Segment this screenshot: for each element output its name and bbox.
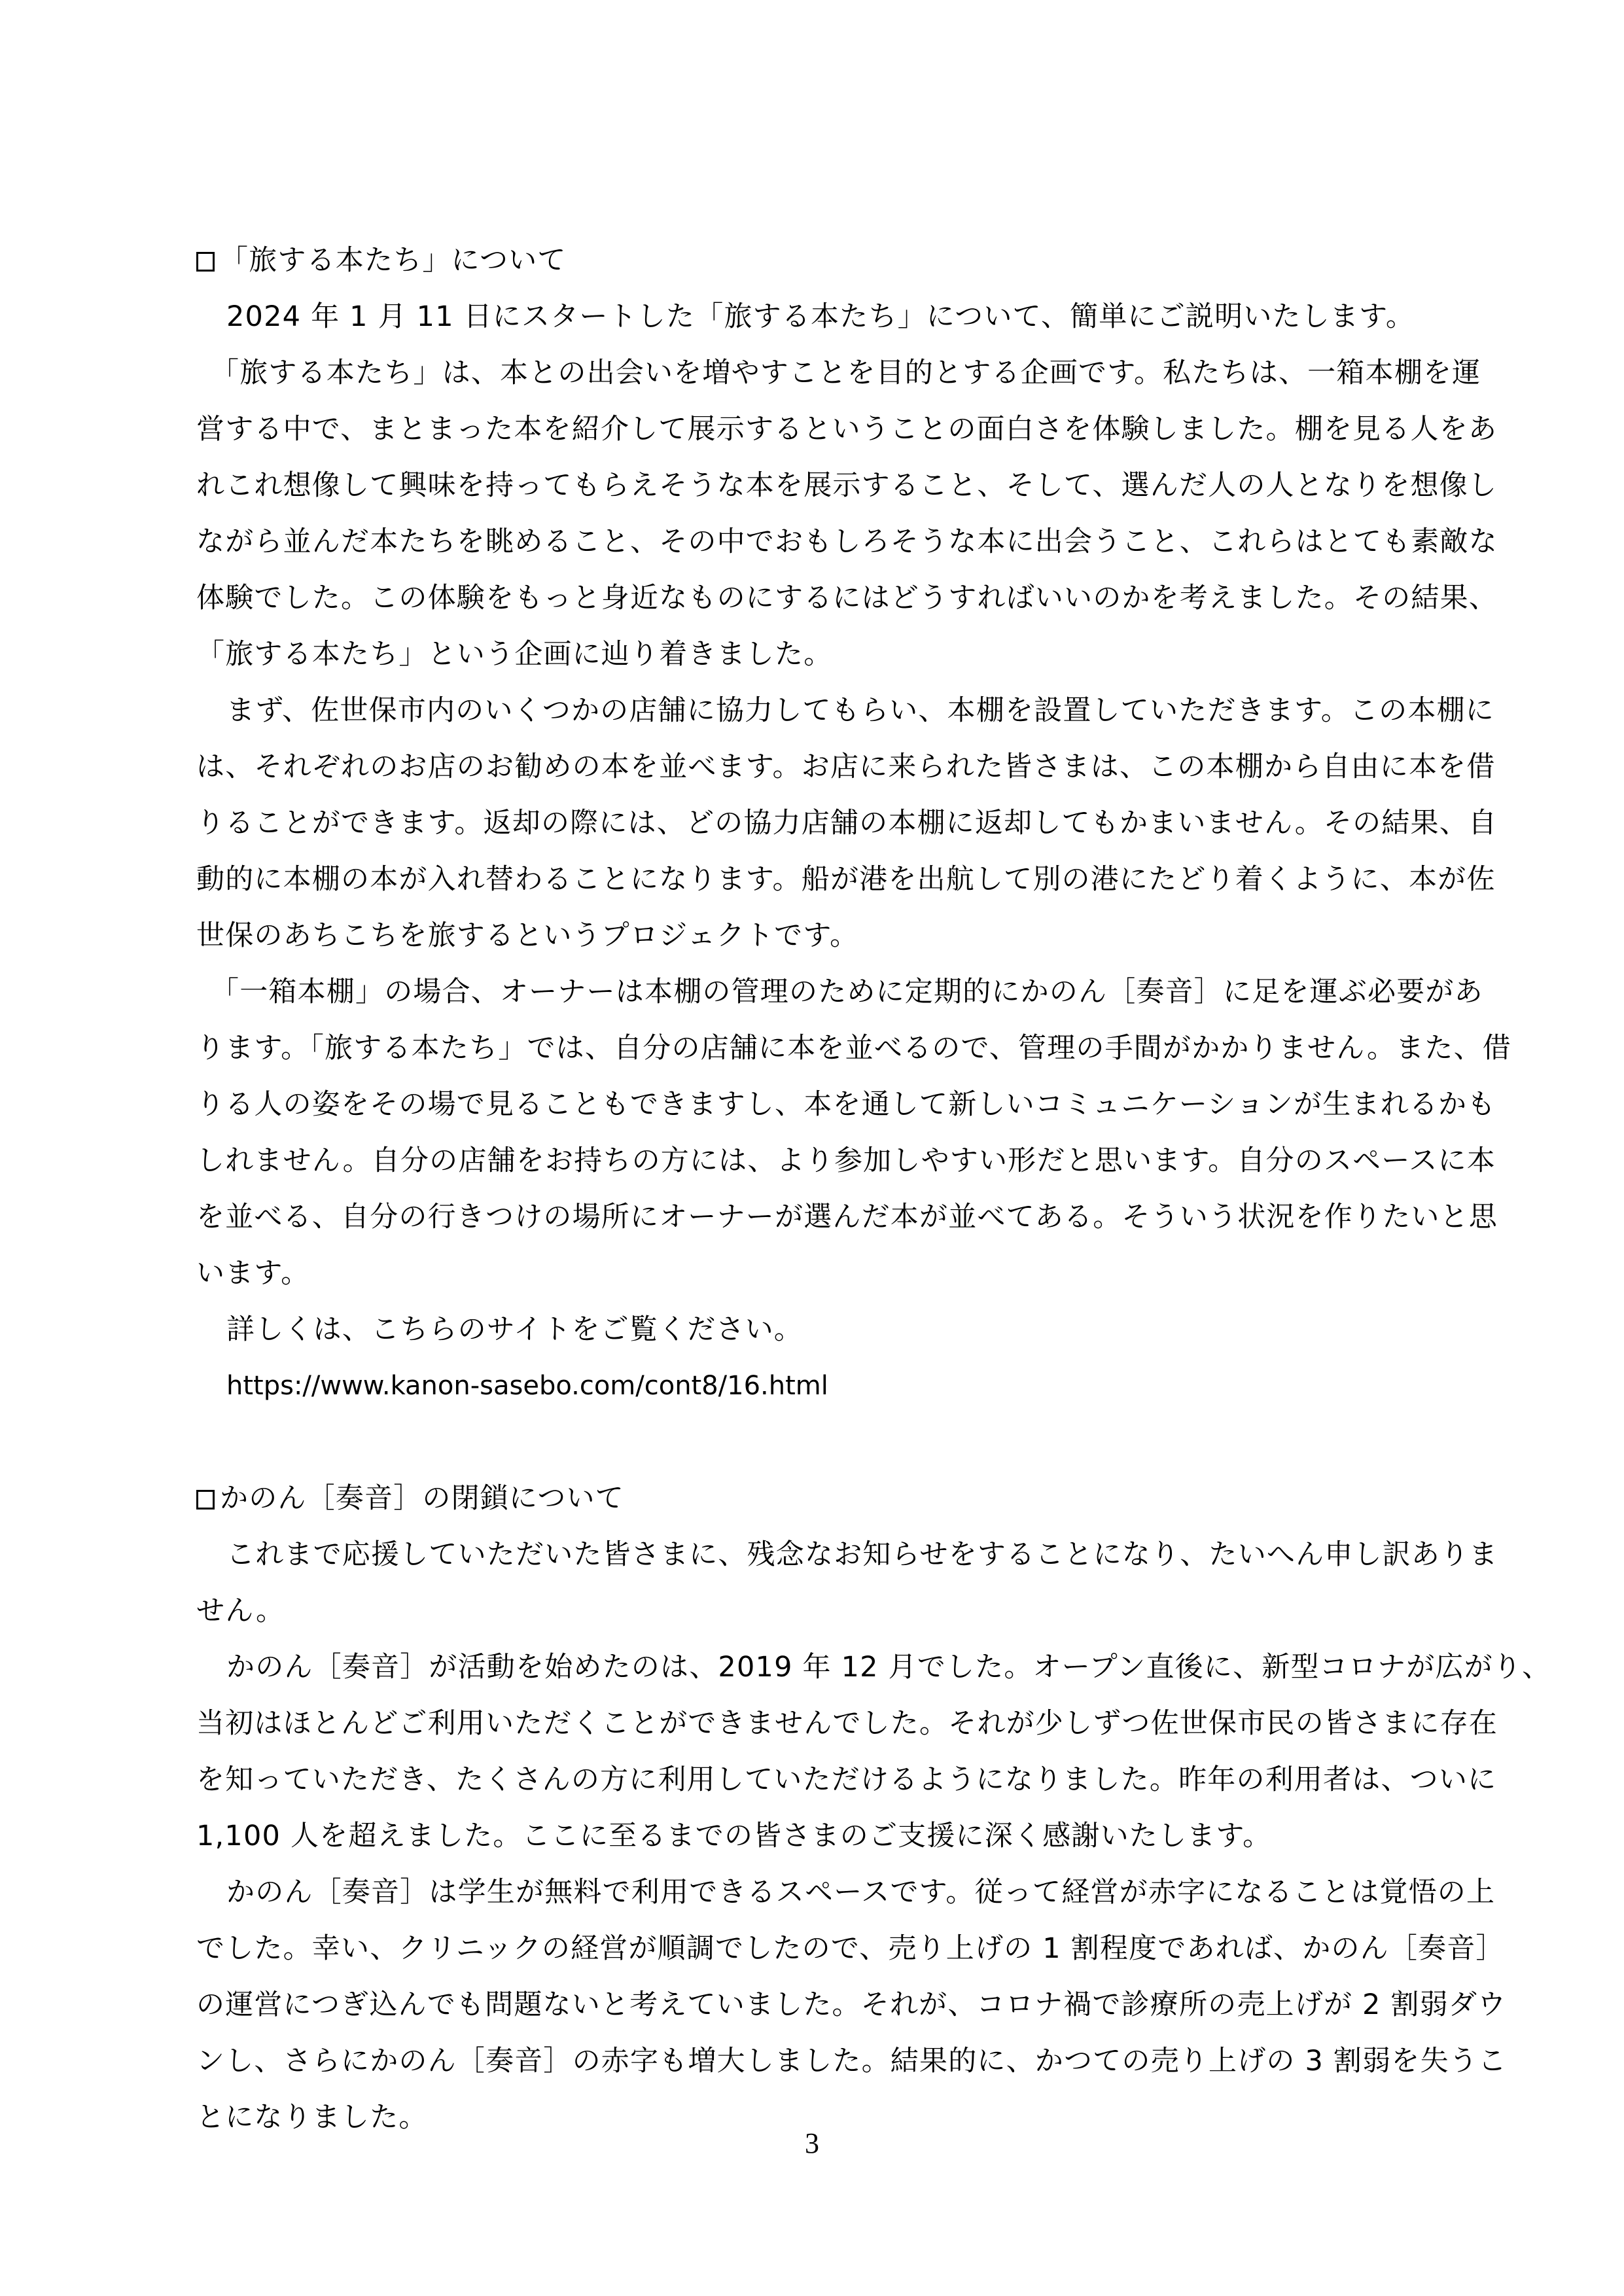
page-content — [196, 232, 1551, 2146]
section-heading-text: かのん［奏音］の閉鎖について — [220, 1482, 624, 1515]
section-spacer — [196, 1414, 1433, 1470]
section-heading-traveling-books — [196, 232, 1433, 289]
paragraph-line: ながら並んだ本たちを眺めること、その中でおもしろそうな本に出会うこと、これらはとても素敵な — [196, 525, 1498, 558]
section-heading-text: 「旅する本たち」について — [220, 244, 567, 277]
paragraph-line: 「一箱本棚」の場合、オーナーは本棚の管理のために定期的にかのん［奏音］に足を運ぶ必要があ — [211, 976, 1483, 1008]
paragraph-line: 「旅する本たち」は、本との出会いを増やすことを目的とする企画です。私たちは、一箱本棚を運 — [211, 357, 1481, 389]
paragraph-line: りる人の姿をその場で見ることもできますし、本を通して新しいコミュニケーションが生まれるかも — [196, 1088, 1496, 1121]
paragraph-line: を並べる、自分の行きつけの場所にオーナーが選んだ本が並べてある。そういう状況を作りたいと思 — [196, 1201, 1498, 1233]
paragraph-line: 「旅する本たち」という企画に辿り着きました。 — [196, 638, 833, 671]
paragraph-line: 2024 年 1 月 11 日にスタートした「旅する本たち」について、簡単にご説明いたします。 — [226, 300, 1415, 333]
paragraph-line: 世保のあちこちを旅するというプロジェクトです。 — [196, 919, 859, 952]
paragraph-line: 動的に本棚の本が入れ替わることになります。船が港を出航して別の港にたどり着くように、本が佐 — [196, 863, 1496, 896]
paragraph-line: りることができます。返却の際には、どの協力店舗の本棚に返却してもかまいません。その結果、自 — [196, 807, 1498, 839]
paragraph-line: の運営につぎ込んでも問題ないと考えていました。それが、コロナ禍で診療所の売上げが 2 割弱ダウ — [196, 1988, 1507, 2021]
paragraph-line: 当初はほとんどご利用いただくことができませんでした。それが少しずつ佐世保市民の皆さまに存在 — [196, 1707, 1498, 1740]
site-url-link[interactable]: https://www.kanon-sasebo.com/cont8/16.html — [226, 1371, 828, 1401]
paragraph-line: とになりました。 — [196, 2101, 428, 2134]
paragraph-line: せん。 — [196, 1595, 285, 1627]
paragraph-line: います。 — [196, 1257, 310, 1290]
paragraph-line: かのん［奏音］が活動を始めたのは、2019 年 12 月でした。オープン直後に、新型コロナが広がり、 — [226, 1651, 1551, 1684]
paragraph-line: ンし、さらにかのん［奏音］の赤字も増大しました。結果的に、かつての売り上げの 3 割弱を失うこ — [196, 2045, 1508, 2077]
page-number: 3 — [805, 2127, 819, 2159]
paragraph-line: 体験でした。この体験をもっと身近なものにするにはどうすればいいのかを考えました。その結果、 — [196, 582, 1498, 614]
square-bullet-icon — [196, 252, 215, 272]
paragraph-line: でした。幸い、クリニックの経営が順調でしたので、売り上げの 1 割程度であれば、かのん［奏音］ — [196, 1932, 1505, 1965]
square-bullet-icon — [196, 1490, 215, 1510]
paragraph-line: を知っていただき、たくさんの方に利用していただけるようになりました。昨年の利用者は、ついに — [196, 1763, 1497, 1796]
paragraph-line: かのん［奏音］は学生が無料で利用できるスペースです。従って経営が赤字になることは覚悟の上 — [226, 1876, 1496, 1909]
paragraph-line: は、それぞれのお店のお勧めの本を並べます。お店に来られた皆さまは、この本棚から自由に本を借 — [196, 751, 1496, 783]
paragraph-line: これまで応援していただいた皆さまに、残念なお知らせをすることになり、たいへん申し訳ありま — [226, 1538, 1498, 1571]
paragraph-line: 営する中で、まとまった本を紹介して展示するということの面白さを体験しました。棚を見る人をあ — [196, 413, 1498, 446]
paragraph-line: ります。「旅する本たち」では、自分の店舗に本を並べるので、管理の手間がかかりません。また、借 — [196, 1032, 1511, 1065]
paragraph-line: まず、佐世保市内のいくつかの店舗に協力してもらい、本棚を設置していただきます。この本棚に — [226, 694, 1494, 727]
paragraph-line: 1,100 人を超えました。ここに至るまでの皆さまのご支援に深く感謝いたします。 — [196, 1820, 1272, 1852]
section-heading-kanon-closure — [196, 1470, 1433, 1527]
paragraph-line: しれません。自分の店舗をお持ちの方には、より参加しやすい形だと思います。自分のスペースに本 — [196, 1144, 1496, 1177]
paragraph-line: 詳しくは、こちらのサイトをご覧ください。 — [226, 1313, 803, 1346]
paragraph-line: れこれ想像して興味を持ってもらえそうな本を展示すること、そして、選んだ人の人となりを想像し — [196, 469, 1498, 502]
